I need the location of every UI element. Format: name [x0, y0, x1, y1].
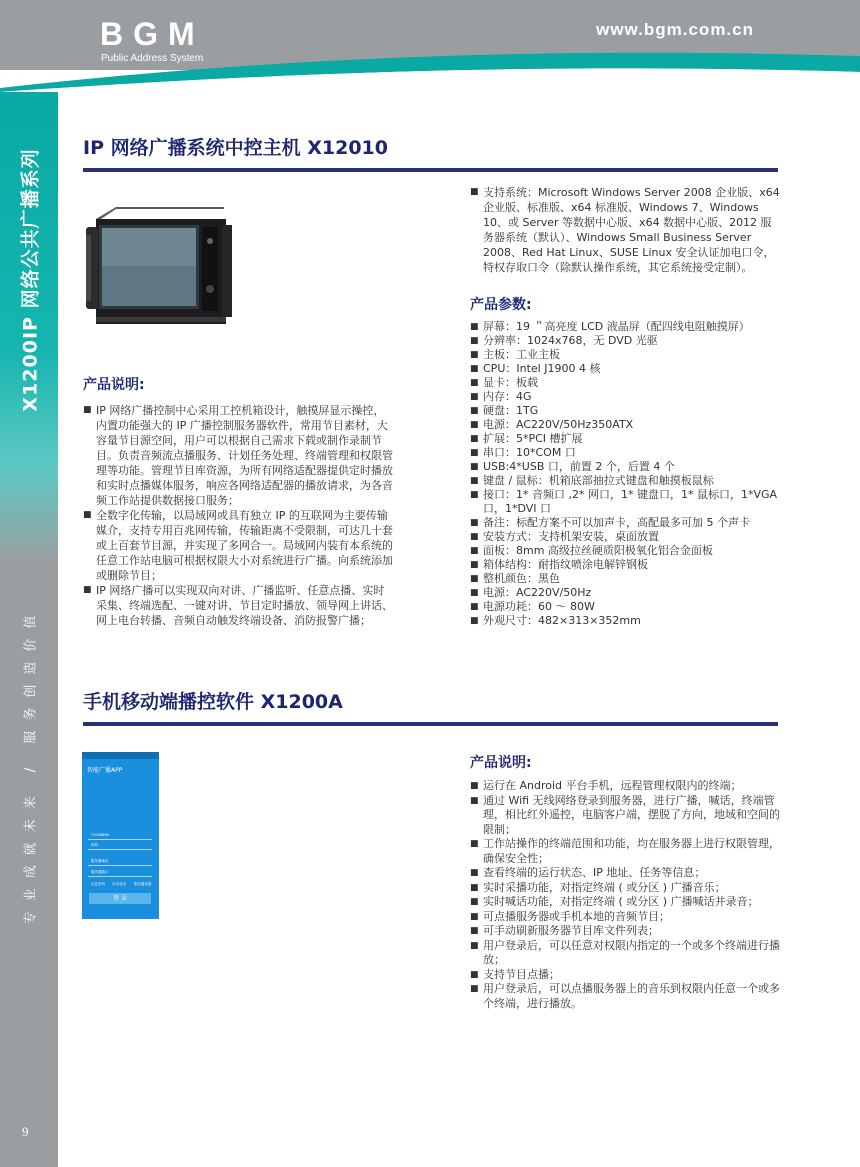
param-item: ■ 箱体结构：耐指纹喷涂电解锌钢板 — [470, 558, 780, 572]
brand-tagline: Public Address System — [101, 53, 204, 64]
desc-item: ■ IP 网络广播控制中心采用工控机箱设计，触摸屏显示操控，内置功能强大的 IP 广播控制服务器软件，常用节目素材，大容量节目源空间，用户可以根据自己需求下载或制作录制节目。负责音频流点播服务、计划任务处理、终端管理和权限管理等功能。管理节目库资源，为所有网络适配器提供定时播放和实时点播媒体服务，响应各网络适配器的播放请求，为各音频工作站提供数据接口服务； — [83, 403, 393, 508]
param-item: ■ 屏幕：19 ＂高亮度 LCD 液晶屏（配四线电阻触摸屏） — [470, 320, 780, 334]
desc-item: ■ 用户登录后，可以任意对权限内指定的一个或多个终端进行播放； — [470, 939, 780, 968]
section1-title: IP 网络广播系统中控主机 X12010 — [83, 137, 388, 159]
section2-desc-list — [470, 779, 780, 1011]
field-underline — [88, 865, 152, 866]
section1-rule — [83, 168, 778, 172]
param-item: ■ 内存：4G — [470, 390, 780, 404]
param-item: ■ 电源功耗：60 ～ 80W — [470, 600, 780, 614]
desc-item: ■ 通过 Wifi 无线网络登录到服务器，进行广播，喊话，终端管理，相比红外遥控，电脑客户端，摆脱了方向，地域和空间的限制； — [470, 794, 780, 838]
param-item: ■ 备注：标配方案不可以加声卡，高配最多可加 5 个声卡 — [470, 516, 780, 530]
desc-item: ■ 可点播服务器或手机本地的音频节目； — [470, 910, 780, 925]
section2-title: 手机移动端播控软件 X1200A — [83, 691, 343, 713]
os-support-text: ■ 支持系统：Microsoft Windows Server 2008 企业版、x64 企业版、标准版、x64 标准版、Windows 7、Windows 10、或 Server 等数据中心版、x64 数据中心版、2012 服务器系统（默认）、Windows Small Business Server 2008、Red Hat Linux、SUSE Linux 安全认证加电口令，特权存取口令（除默认操作系统，其它系统接受定制）。 — [470, 185, 780, 275]
app-username-field: T1009898 — [91, 833, 109, 837]
section2-desc-heading: 产品说明: — [470, 755, 532, 771]
desc-item: ■ 可手动刷新服务器节目库文件列表； — [470, 924, 780, 939]
param-item: ■ 主板：工业主板 — [470, 348, 780, 362]
app-login-button: 登 录 — [89, 893, 151, 904]
section2-rule — [83, 722, 778, 726]
desc-item: ■ 全数字化传输，以局域网或具有独立 IP 的互联网为主要传输媒介，支持专用百兆网传输，传输距离不受限制，可达几十套或上百套节目源，并实现了多网合一。局域网内装有本系统的任意工作站电脑可根据权限大小对系统进行广播。向系统添加或删除节目； — [83, 508, 393, 583]
param-item: ■ 硬盘：1TG — [470, 404, 780, 418]
app-password-field: 密码 — [91, 843, 98, 847]
desc-item: ■ IP 网络广播可以实现双向对讲、广播监听、任意点播、实时采集、终端选配、一键对讲、节目定时播放、领导网上讲话、网上电台转播、音频自动触发终端设备、消防报警广播； — [83, 583, 393, 628]
desc-item: ■ 工作站操作的终端范围和功能，均在服务器上进行权限管理，确保安全性； — [470, 837, 780, 866]
desc-item: ■ 实时采播功能，对指定终端 ( 或分区 ) 广播音乐； — [470, 881, 780, 896]
param-item: ■ 安装方式：支持机架安装，桌面放置 — [470, 530, 780, 544]
app-server-address-field: 服务器地址 — [91, 859, 109, 863]
desc-item: ■ 查看终端的运行状态、IP 地址、任务等信息； — [470, 866, 780, 881]
param-item: ■ 外观尺寸：482×313×352mm — [470, 614, 780, 628]
param-item: ■ 整机颜色：黑色 — [470, 572, 780, 586]
param-item: ■ 接口：1* 音频口 ,2* 网口，1* 键盘口，1* 鼠标口，1*VGA 口，1*DVI 口 — [470, 488, 780, 516]
section1-desc-heading: 产品说明: — [83, 377, 145, 393]
app-autologin-option: 自动登录 — [112, 882, 126, 886]
desc-item: ■ 实时喊话功能，对指定终端 ( 或分区 ) 广播喊话并录音； — [470, 895, 780, 910]
website-url: www.bgm.com.cn — [596, 20, 754, 39]
param-item: ■ USB:4*USB 口，前置 2 个，后置 4 个 — [470, 460, 780, 474]
field-underline — [88, 876, 152, 877]
desc-item: ■ 运行在 Android 平台手机，远程管理权限内的终端； — [470, 779, 780, 794]
app-server-port-field: 服务器端口 — [91, 870, 109, 874]
phone-status-bar — [82, 752, 159, 759]
page-number: 9 — [22, 1124, 29, 1139]
params-heading: 产品参数: — [470, 297, 532, 313]
param-item: ■ 面板：8mm 高级拉丝硬质阳极氧化铝合金面板 — [470, 544, 780, 558]
param-item: ■ 电源：AC220V/50Hz350ATX — [470, 418, 780, 432]
app-title: 智能广播APP — [87, 767, 123, 774]
param-item: ■ 键盘 / 鼠标：机箱底部抽拉式键盘和触摸板鼠标 — [470, 474, 780, 488]
series-name: X1200IP 网络公共广播系列 — [19, 148, 42, 412]
app-remember-option: 记住密码 — [91, 882, 105, 886]
param-item: ■ 串口：10*COM 口 — [470, 446, 780, 460]
section1-desc-list — [83, 403, 393, 628]
param-item: ■ 电源：AC220V/50Hz — [470, 586, 780, 600]
desc-item: ■ 用户登录后，可以点播服务器上的音乐到权限内任意一个或多个终端，进行播放。 — [470, 982, 780, 1011]
mobile-app-screenshot — [82, 752, 159, 919]
param-item: ■ 分辨率：1024x768，无 DVD 光驱 — [470, 334, 780, 348]
desc-item: ■ 支持节目点播； — [470, 968, 780, 983]
page-header — [0, 0, 860, 70]
param-item: ■ 扩展：5*PCI 槽扩展 — [470, 432, 780, 446]
param-item: ■ CPU：Intel J1900 4 核 — [470, 362, 780, 376]
brand-logo: BGM — [100, 16, 205, 52]
control-host-image — [86, 205, 234, 327]
params-list — [470, 320, 780, 628]
field-underline — [88, 839, 152, 840]
os-support — [470, 185, 780, 275]
app-server-settings-option: 服务器设置 — [134, 882, 152, 886]
param-item: ■ 显卡：板载 — [470, 376, 780, 390]
slogan: 专业成就未来 / 服务创造价值 — [23, 605, 39, 925]
field-underline — [88, 849, 152, 850]
